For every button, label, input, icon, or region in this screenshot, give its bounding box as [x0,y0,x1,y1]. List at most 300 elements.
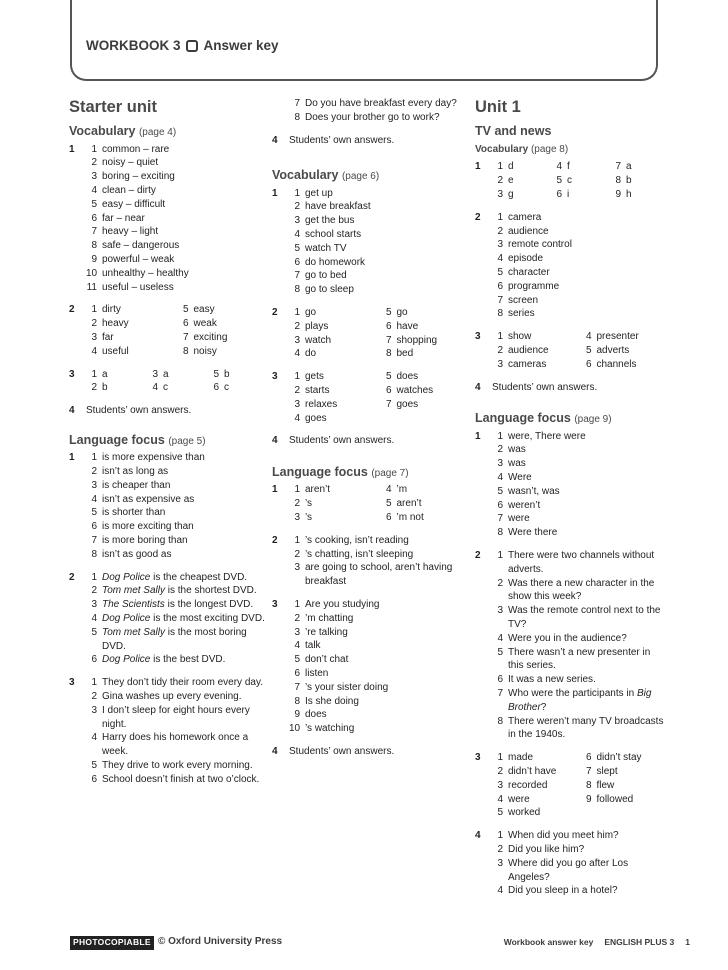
answer-item [86,267,265,281]
answer-list [86,303,265,358]
answer-text: Harry does his homework once a week. [102,732,249,758]
answer-item [178,317,266,331]
answer-list [86,143,265,295]
answer-text: common – rare [102,143,170,155]
item-number: 4 [294,412,300,424]
answer-text: Were you in the audience? [508,632,627,644]
exercise-number: 3 [69,677,75,689]
answer-item [86,653,265,667]
exercise [475,829,665,898]
exercise-number: 4 [272,745,278,757]
exercise-number: 4 [272,435,278,447]
answer-text: have breakfast [305,201,371,213]
item-number: 3 [294,562,300,574]
column-1 [69,97,265,796]
answer-text: Were [508,472,532,484]
answer-text: Were there [508,527,558,539]
answer-item [492,330,577,344]
answer-text: Is she doing [305,695,359,707]
answer-item [492,793,577,807]
answer-item [86,184,265,198]
item-number: 5 [585,345,592,357]
answer-text: don’t chat [305,654,349,666]
answer-item [86,690,265,704]
answer-text: presenter [596,331,639,343]
exercise-number: 4 [475,381,481,393]
answer-text: They don’t tidy their room every day. [102,677,263,689]
answer-text: aren’t [305,484,331,496]
exercise-number: 2 [272,307,278,319]
answer-text: far [102,332,114,344]
dvd-title: The Scientists [102,599,165,611]
exercise [272,483,468,524]
exercise [272,534,468,589]
item-number: 7 [91,226,97,238]
answer-item [289,667,468,681]
answer-text: clean – dirty [102,185,156,197]
column-2 [272,97,468,768]
answer-key-label: Answer key [203,38,279,53]
item-number: 2 [497,225,503,237]
answer-text: recorded [508,779,548,791]
item-number: 4 [556,161,562,173]
answer-list [289,187,468,297]
item-number: 2 [497,345,503,357]
item-number: 3 [294,334,300,346]
answer-text: do homework [305,256,366,268]
answer-item [381,370,469,384]
answer-item [492,280,665,294]
exercise [475,751,665,820]
item-number: 7 [585,766,592,778]
answer-item [86,451,265,465]
answer-text: Who were the participants in [508,688,637,700]
answer-item [492,266,665,280]
answer-text: is the most exciting DVD. [150,613,265,625]
exercise-number: 2 [272,534,278,546]
item-number: 5 [497,807,503,819]
item-number: 5 [294,654,300,666]
answer-text: ’s chatting, isn’t sleeping [305,548,414,560]
item-number: 5 [213,368,219,380]
section-heading [475,410,665,426]
answer-item [492,499,665,513]
answer-text: audience [508,345,549,357]
answer-item [492,160,547,174]
answer-text: noisy – quiet [102,157,159,169]
item-number: 6 [497,674,503,686]
answer-item [492,252,665,266]
answer-item [551,188,606,202]
answer-text: ’s your sister doing [305,681,389,693]
item-number: 8 [294,284,300,296]
answer-text: bed [396,348,414,360]
item-number: 4 [152,382,158,394]
item-number: 8 [497,715,503,727]
answer-text: didn’t have [508,766,557,778]
answer-text: does [396,371,419,383]
answer-text: wasn’t, was [508,485,560,497]
item-number: 4 [91,493,97,505]
exercise [475,211,665,321]
answer-item [381,384,469,398]
answer-text: worked [508,807,541,819]
item-number: 5 [497,267,503,279]
item-number: 6 [497,280,503,292]
item-number: 5 [91,760,97,772]
answer-text: shopping [396,334,438,346]
page-ref: (page 8) [530,143,569,155]
item-number: 2 [91,382,97,394]
answer-item [289,695,468,709]
item-number: 2 [91,318,97,330]
answer-text: isn’t as expensive as [102,493,195,505]
page-ref: (page 5) [168,436,206,448]
exercise-number: 2 [69,571,75,583]
answer-text: Do you have breakfast every day? [305,98,457,109]
answer-text: do [305,348,317,360]
item-number: 3 [91,599,97,611]
answer-item [86,225,265,239]
item-number: 6 [294,668,300,679]
item-number: 3 [497,779,503,791]
answer-item [289,612,468,626]
exercise [272,134,468,148]
answer-text: is the best DVD. [150,654,226,666]
item-number: 2 [294,320,300,332]
item-number: 6 [585,358,592,370]
answer-item [581,751,666,765]
item-number: 5 [91,507,97,519]
answer-item [492,632,665,646]
heading-text: Language focus [272,465,368,480]
answer-text: e [508,175,514,187]
answer-item [86,612,265,626]
item-number: 3 [294,215,300,227]
exercise [475,430,665,540]
answer-item [289,483,377,497]
exercise [272,370,468,425]
answer-text: made [508,752,534,764]
item-number: 1 [497,430,503,442]
answer-list [289,598,468,736]
answer-text: ’s [305,512,313,524]
answer-text: There wasn’t a new presenter in this series. [508,646,651,672]
answer-list [289,306,468,361]
answer-item [289,242,468,256]
answer-text: ’m chatting [305,612,354,624]
section-heading [69,432,265,448]
answer-text: go to bed [305,270,347,282]
item-number: 8 [615,175,621,187]
answer-item [289,214,468,228]
item-number: 2 [294,612,300,624]
answer-text: b [102,382,108,394]
exercise [69,143,265,295]
item-number: 3 [497,605,503,617]
answer-list [492,330,665,371]
answer-text: Students’ own answers. [289,435,395,447]
answer-text: ’s cooking, isn’t reading [305,534,409,546]
answer-text: channels [596,358,637,370]
answer-item [492,358,577,372]
answer-item [492,471,665,485]
answer-item [492,344,577,358]
answer-text: i [567,189,570,201]
answer-item [86,598,265,612]
answer-text: There were two channels without adverts. [508,550,655,575]
answer-item [86,317,174,331]
answer-text: Was there a new character in the show this week? [508,577,655,603]
answer-text: does [305,709,327,721]
answer-item [289,497,377,511]
answer-text: It was a new series. [508,674,596,686]
exercise-number: 2 [475,550,481,562]
item-number: 8 [294,111,300,123]
answer-text: audience [508,225,549,237]
exercise-number: 3 [475,752,481,764]
answer-text: ’re talking [305,626,348,638]
item-number: 3 [91,479,97,491]
answer-item [289,412,377,426]
answer-text: c [224,382,229,394]
answer-item [289,97,468,111]
answer-item [492,188,547,202]
answer-text: h [626,189,632,201]
answer-item [492,715,665,743]
item-number: 3 [294,512,300,524]
answer-item [381,497,469,511]
answer-item [289,200,468,214]
answer-item [492,457,665,471]
answer-text: b [626,175,632,187]
answer-item [289,347,377,361]
dvd-title: Dog Police [102,571,151,583]
answer-text: plays [305,320,329,332]
exercise [69,303,265,358]
answer-item [289,639,468,653]
item-number: 1 [497,211,503,223]
answer-text: isn’t as long as [102,466,169,478]
item-number: 5 [385,307,392,319]
item-number: 10 [289,723,301,735]
footer-label: Workbook answer key [503,937,594,947]
unit-1-title: Unit 1 [475,98,521,116]
exercise-number: 3 [272,599,278,611]
item-number: 4 [497,253,503,265]
item-number: 3 [91,704,97,716]
answer-item [492,843,665,857]
answer-list [86,571,265,668]
answer-item [86,520,265,534]
answer-text: There weren’t many TV broadcasts in the 1940s. [508,715,664,741]
exercise-number: 4 [475,830,481,842]
answer-item [492,307,665,321]
exercise [272,434,468,448]
exercise-number: 1 [272,484,278,496]
item-number: 4 [585,331,592,343]
item-number: 1 [91,677,97,689]
item-number: 5 [385,498,392,510]
answer-text: far – near [102,212,145,224]
answer-text: heavy [102,318,129,330]
answer-text: didn’t stay [596,752,642,764]
answer-text: watch [305,334,332,346]
answer-item [147,368,204,382]
item-number: 6 [385,385,392,396]
dvd-title: Dog Police [102,613,151,625]
item-number: 2 [497,766,503,778]
heading-text: Language focus [475,411,571,426]
item-number: 5 [91,198,97,210]
item-number: 8 [182,345,189,357]
answer-text: I don’t sleep for eight hours every night. [102,704,250,730]
answer-item [381,320,469,334]
answer-text: relaxes [305,398,338,410]
answer-item [492,765,577,779]
answer-item [492,857,665,885]
answer-text: useful [102,345,129,357]
page-ref: (page 6) [341,171,380,183]
answer-item [86,704,265,732]
answer-text: ’s watching [305,723,355,735]
item-number: 7 [497,513,503,525]
item-number: 1 [294,371,300,383]
answer-item [289,228,468,242]
answer-text: slept [596,766,618,778]
answer-item [492,238,665,252]
answer-item [581,344,666,358]
answer-text: Students’ own answers. [289,134,395,146]
answer-list [289,370,468,425]
answer-item [381,334,469,348]
answer-text: boring – exciting [102,171,175,183]
item-number: 6 [213,382,219,394]
footer [70,935,690,951]
answer-item [492,430,665,444]
exercise [69,404,265,418]
answer-item [289,384,377,398]
answer-text: episode [508,253,544,265]
answer-text: Are you studying [305,599,380,611]
dvd-title: Tom met Sally [102,585,165,597]
exercise [69,368,265,396]
dvd-title: Tom met Sally [102,626,165,638]
answer-item [86,156,265,170]
answer-item [492,673,665,687]
answer-text: character [508,267,550,279]
item-number: 7 [294,98,300,109]
answer-text: noisy [193,345,217,357]
answer-item [492,806,577,820]
item-number: 7 [385,334,392,346]
answer-item [86,198,265,212]
item-number: 3 [91,332,97,344]
answer-text: f [567,161,570,173]
item-number: 11 [86,281,97,293]
answer-text: ’m not [396,512,424,524]
answer-text: go to sleep [305,284,354,296]
exercise [475,330,665,371]
answer-item [86,479,265,493]
answer-item [289,681,468,695]
answer-text: were [508,513,530,525]
answer-text: cameras [508,358,547,370]
answer-list [86,676,265,786]
answer-item [381,483,469,497]
answer-text: listen [305,668,329,679]
item-number: 6 [385,320,392,332]
starter-unit-title: Starter unit [69,98,158,116]
answer-text: goes [305,412,327,424]
workbook-label: WORKBOOK 3 [86,38,181,53]
answer-item [86,331,174,345]
item-number: 4 [91,613,97,625]
answer-item [86,626,265,654]
answer-item [581,779,666,793]
item-number: 7 [182,332,189,344]
answer-list [289,534,468,589]
exercise [475,549,665,742]
answer-text: Students’ own answers. [86,405,192,417]
item-number: 6 [91,521,97,533]
exercise [475,160,665,201]
item-number: 6 [91,773,97,785]
answer-item [86,212,265,226]
answer-item [289,653,468,667]
item-number: 1 [497,752,503,764]
answer-item [86,584,265,598]
page-ref: (page 4) [138,127,177,139]
item-number: 4 [91,732,97,744]
answer-item [86,368,143,382]
item-number: 3 [294,626,300,638]
answer-text: flew [596,779,615,791]
answer-text: Was the remote control next to the TV? [508,605,661,631]
item-number: 2 [497,577,503,589]
answer-text: is more exciting than [102,521,194,533]
answer-text: remote control [508,239,572,251]
heading-text: Vocabulary [272,168,339,183]
answer-item [289,708,468,722]
footer-right [504,937,690,949]
answer-item [492,604,665,632]
answer-item [289,626,468,640]
answer-item [289,511,377,525]
item-number: 3 [497,358,503,370]
item-number: 3 [497,239,503,251]
answer-list [492,751,665,820]
answer-text: Does your brother go to work? [305,111,440,123]
answer-text: show [508,331,532,343]
item-number: 7 [497,294,503,306]
answer-text: Students’ own answers. [289,745,395,757]
answer-text: easy [193,304,215,316]
item-number: 2 [91,466,97,478]
answer-item [86,506,265,520]
answer-item [289,269,468,283]
answer-text: is the cheapest DVD. [150,571,248,583]
item-number: 2 [294,498,300,510]
answer-text: Did you like him? [508,844,585,855]
item-number: 4 [91,345,97,357]
item-number: 7 [91,535,97,547]
answer-item [551,174,606,188]
item-number: 7 [497,688,503,700]
unit-subtitle: TV and news [475,124,552,139]
item-number: 2 [91,585,97,597]
answer-item [289,111,468,125]
